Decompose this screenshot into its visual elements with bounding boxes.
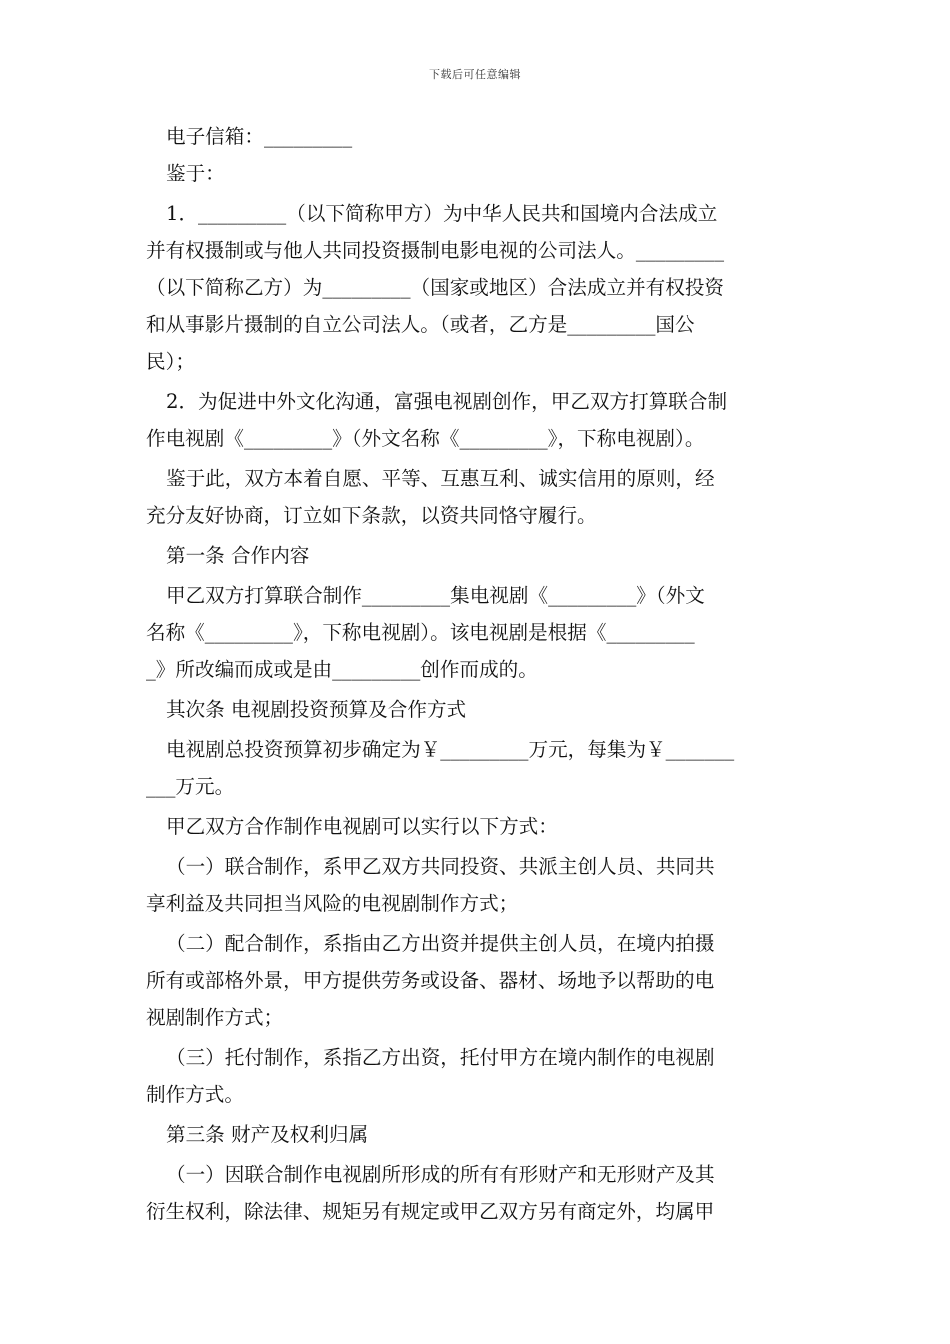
email-line: 电子信箱：_________ [166,125,353,148]
clause-2-line-1: 2．为促进中外文化沟通，富强电视剧创作，甲乙双方打算联合制 [166,390,728,413]
method-2-line-1: （二）配合制作，系指由乙方出资并提供主创人员，在境内拍摄 [166,932,715,955]
method-1-line-1: （一）联合制作，系甲乙双方共同投资、共派主创人员、共同共 [166,855,715,878]
method-2-line-3: 视剧制作方式； [146,1006,284,1029]
method-3-line-2: 制作方式。 [146,1083,244,1106]
header-note: 下载后可任意编辑 [429,68,521,81]
clause-1-line-1: 1．_________（以下简称甲方）为中华人民共和国境内合法成立 [166,202,718,225]
article-3-heading: 第三条 财产及权利归属 [166,1123,369,1146]
contract-body [146,118,806,1230]
clause-2-line-2: 作电视剧《_________》（外文名称《_________》，下称电视剧）。 [146,427,705,450]
article-1-line-2: 名称《_________》，下称电视剧）。该电视剧是根据《_________ [146,621,695,644]
clause-1-line-4: 和从事影片摄制的自立公司法人。（或者，乙方是_________国公 [146,313,695,336]
article-1-line-1: 甲乙双方打算联合制作_________集电视剧《_________》（外文 [166,584,705,607]
method-3-line-1: （三）托付制作，系指乙方出资，托付甲方在境内制作的电视剧 [166,1046,715,1069]
method-2-line-2: 所有或部格外景，甲方提供劳务或设备、器材、场地予以帮助的电 [146,969,715,992]
preamble-line-1: 鉴于此，双方本着自愿、平等、互惠互利、诚实信用的原则，经 [166,467,715,490]
clause-1-line-3: （以下简称乙方）为_________（国家或地区）合法成立并有权投资 [146,276,725,299]
article-3-line-2: 衍生权利，除法律、规矩另有规定或甲乙双方另有商定外，均属甲 [146,1200,715,1223]
article-2-heading: 其次条 电视剧投资预算及合作方式 [166,698,467,721]
method-1-line-2: 享利益及共同担当风险的电视剧制作方式； [146,892,519,915]
article-2-methods-intro: 甲乙双方合作制作电视剧可以实行以下方式： [166,815,558,838]
article-1-heading: 第一条 合作内容 [166,544,310,567]
clause-1-line-5: 民）； [146,350,195,373]
article-1-line-3: _》所改编而成或是由_________创作而成的。 [146,658,538,681]
whereas-heading: 鉴于： [166,162,225,185]
article-2-budget-line-2: ___万元。 [146,775,235,798]
article-2-budget-line-1: 电视剧总投资预算初步确定为￥_________万元，每集为￥_______ [166,738,735,761]
preamble-line-2: 充分友好协商，订立如下条款，以资共同恪守履行。 [146,504,597,527]
clause-1-line-2: 并有权摄制或与他人共同投资摄制电影电视的公司法人。_________ [146,239,725,262]
article-3-line-1: （一）因联合制作电视剧所形成的所有有形财产和无形财产及其 [166,1163,715,1186]
